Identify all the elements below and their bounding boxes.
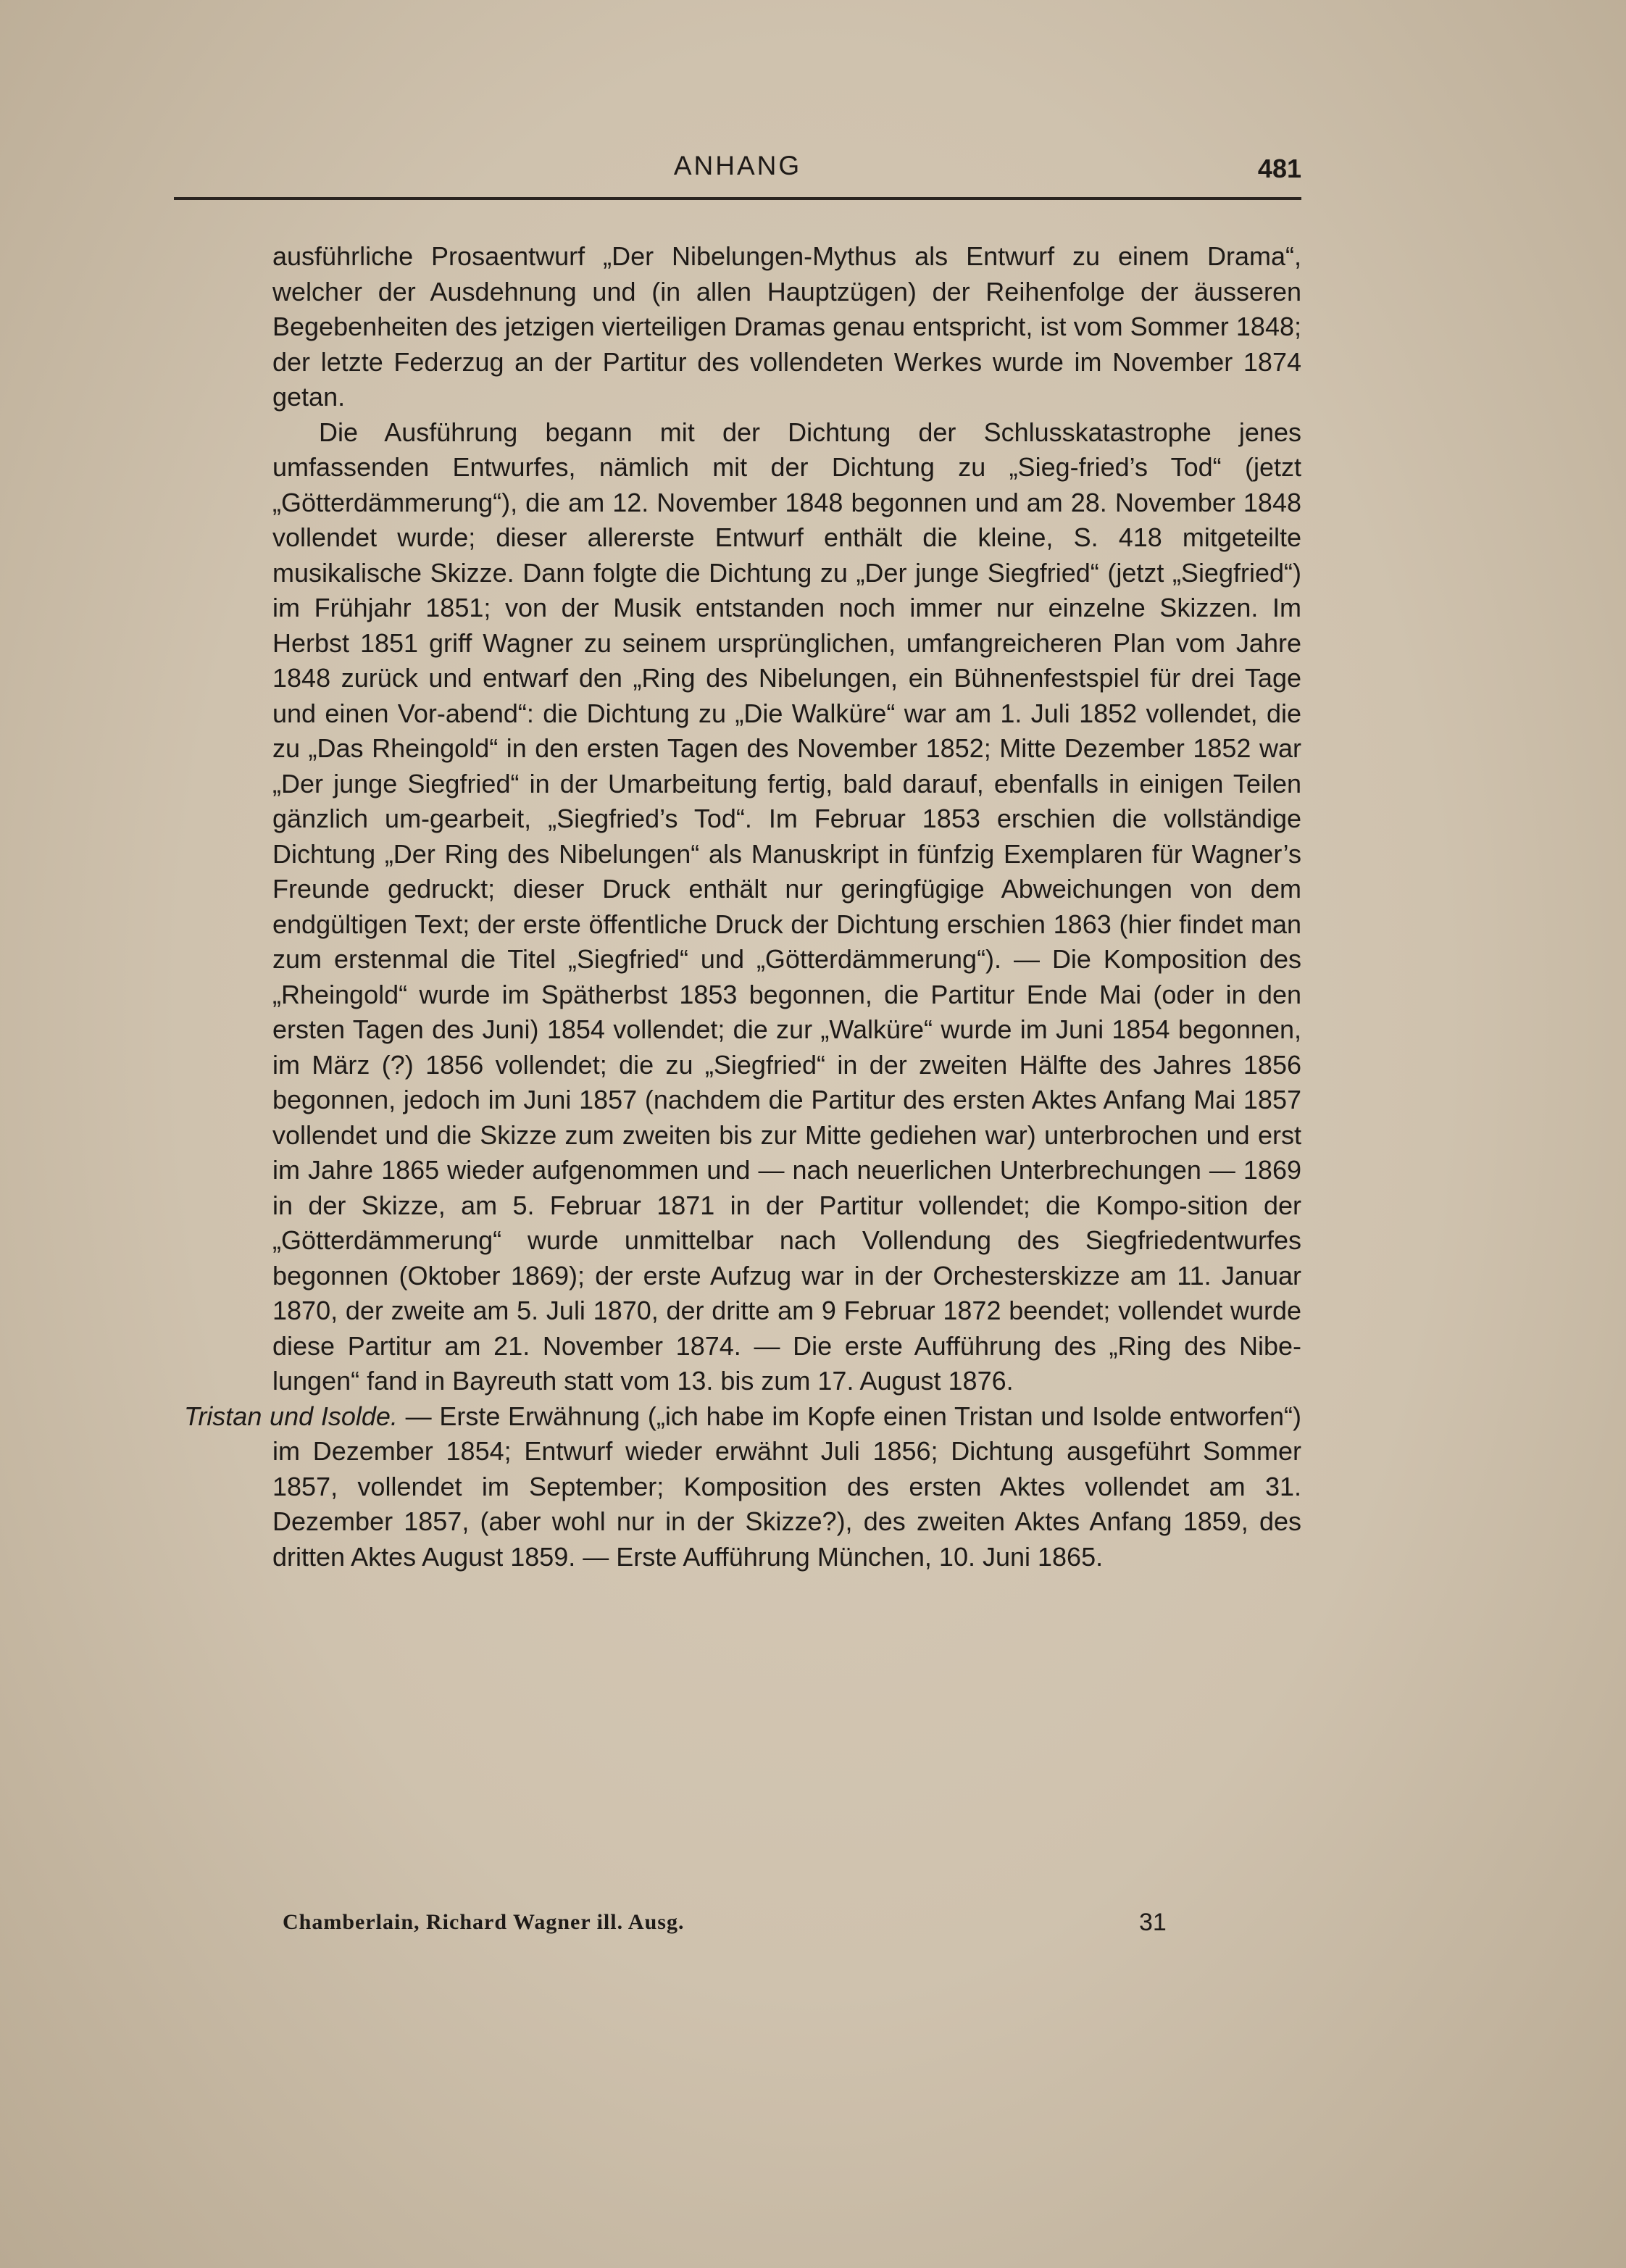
- paragraph-ring-continuation: ausführliche Prosaentwurf „Der Nibelungen-Mythus als Entwurf zu einem Drama“, welcher der Ausdehnung und (in allen Hauptzügen) der Reihenfolge der äusseren Begebenheiten des jetzigen vierteiligen Dramas genau entspricht, ist vom Sommer 1848; der letzte Federzug an der Partitur des vollendeten Werkes wurde im November 1874 getan.: [272, 241, 1301, 412]
- body-text: [184, 239, 1301, 1575]
- page-footer: [283, 1910, 1196, 1939]
- paragraph-tristan-entry: [184, 1399, 1301, 1575]
- header-rule: [174, 197, 1301, 200]
- entry-text-tristan: — Erste Erwähnung („ich habe im Kopfe einen Tristan und Isolde entworfen“) im Dezember 1854; Entwurf wieder erwähnt Juli 1856; Dichtung ausgeführt Sommer 1857, vollendet im September; Komposition des ersten Aktes vollendet am 31. Dezember 1857, (aber wohl nur in der Skizze?), des zweiten Aktes Anfang 1859, des dritten Aktes August 1859. — Erste Aufführung München, 10. Juni 1865.: [272, 1401, 1301, 1572]
- sheet-number: 31: [1139, 1909, 1167, 1936]
- page-header: [174, 151, 1301, 194]
- running-head: ANHANG: [673, 151, 802, 180]
- printer-signature: Chamberlain, Richard Wagner ill. Ausg.: [283, 1910, 685, 1934]
- page-number: 481: [1257, 154, 1301, 183]
- entry-label-tristan: Tristan und Isolde.: [184, 1401, 398, 1431]
- paragraph-ring-execution: Die Ausführung begann mit der Dichtung der Schlusskatastrophe jenes umfassenden Entwurfes, nämlich mit der Dichtung zu „Sieg-fried’s Tod“ (jetzt „Götterdämmerung“), die am 12. November 1848 begonnen und am 28. November 1848 vollendet wurde; dieser allererste Entwurf enthält die kleine, S. 418 mitgeteilte musikalische Skizze. Dann folgte die Dichtung zu „Der junge Siegfried“ (jetzt „Siegfried“) im Frühjahr 1851; von der Musik entstanden noch immer nur einzelne Skizzen. Im Herbst 1851 griff Wagner zu seinem ursprünglichen, umfangreicheren Plan vom Jahre 1848 zurück und entwarf den „Ring des Nibelungen, ein Bühnenfestspiel für drei Tage und einen Vor-abend“: die Dichtung zu „Die Walküre“ war am 1. Juli 1852 vollendet, die zu „Das Rheingold“ in den ersten Tagen des November 1852; Mitte Dezember 1852 war „Der junge Siegfried“ in der Umarbeitung fertig, bald darauf, ebenfalls in einigen Teilen gänzlich um-gearbeit, „Siegfried’s Tod“. Im Februar 1853 erschien die vollständige Dichtung „Der Ring des Nibelungen“ als Manuskript in fünfzig Exemplaren für Wagner’s Freunde gedruckt; dieser Druck enthält nur geringfügige Abweichungen von dem endgültigen Text; der erste öffentliche Druck der Dichtung erschien 1863 (hier findet man zum erstenmal die Titel „Siegfried“ und „Götterdämmerung“). — Die Komposition des „Rheingold“ wurde im Spätherbst 1853 begonnen, die Partitur Ende Mai (oder in den ersten Tagen des Juni) 1854 vollendet; die zur „Walküre“ wurde im Juni 1854 begonnen, im März (?) 1856 vollendet; die zu „Siegfried“ in der zweiten Hälfte des Jahres 1856 begonnen, jedoch im Juni 1857 (nachdem die Partitur des ersten Aktes Anfang Mai 1857 vollendet und die Skizze zum zweiten bis zur Mitte gediehen war) unterbrochen und erst im Jahre 1865 wieder aufgenommen und — nach neuerlichen Unterbrechungen — 1869 in der Skizze, am 5. Februar 1871 in der Partitur vollendet; die Kompo-sition der „Götterdämmerung“ wurde unmittelbar nach Vollendung des Siegfriedentwurfes begonnen (Oktober 1869); der erste Aufzug war in der Orchesterskizze am 11. Januar 1870, der zweite am 5. Juli 1870, der dritte am 9 Februar 1872 beendet; vollendet wurde diese Partitur am 21. November 1874. — Die erste Aufführung des „Ring des Nibe-lungen“ fand in Bayreuth statt vom 13. bis zum 17. August 1876.: [272, 417, 1301, 1396]
